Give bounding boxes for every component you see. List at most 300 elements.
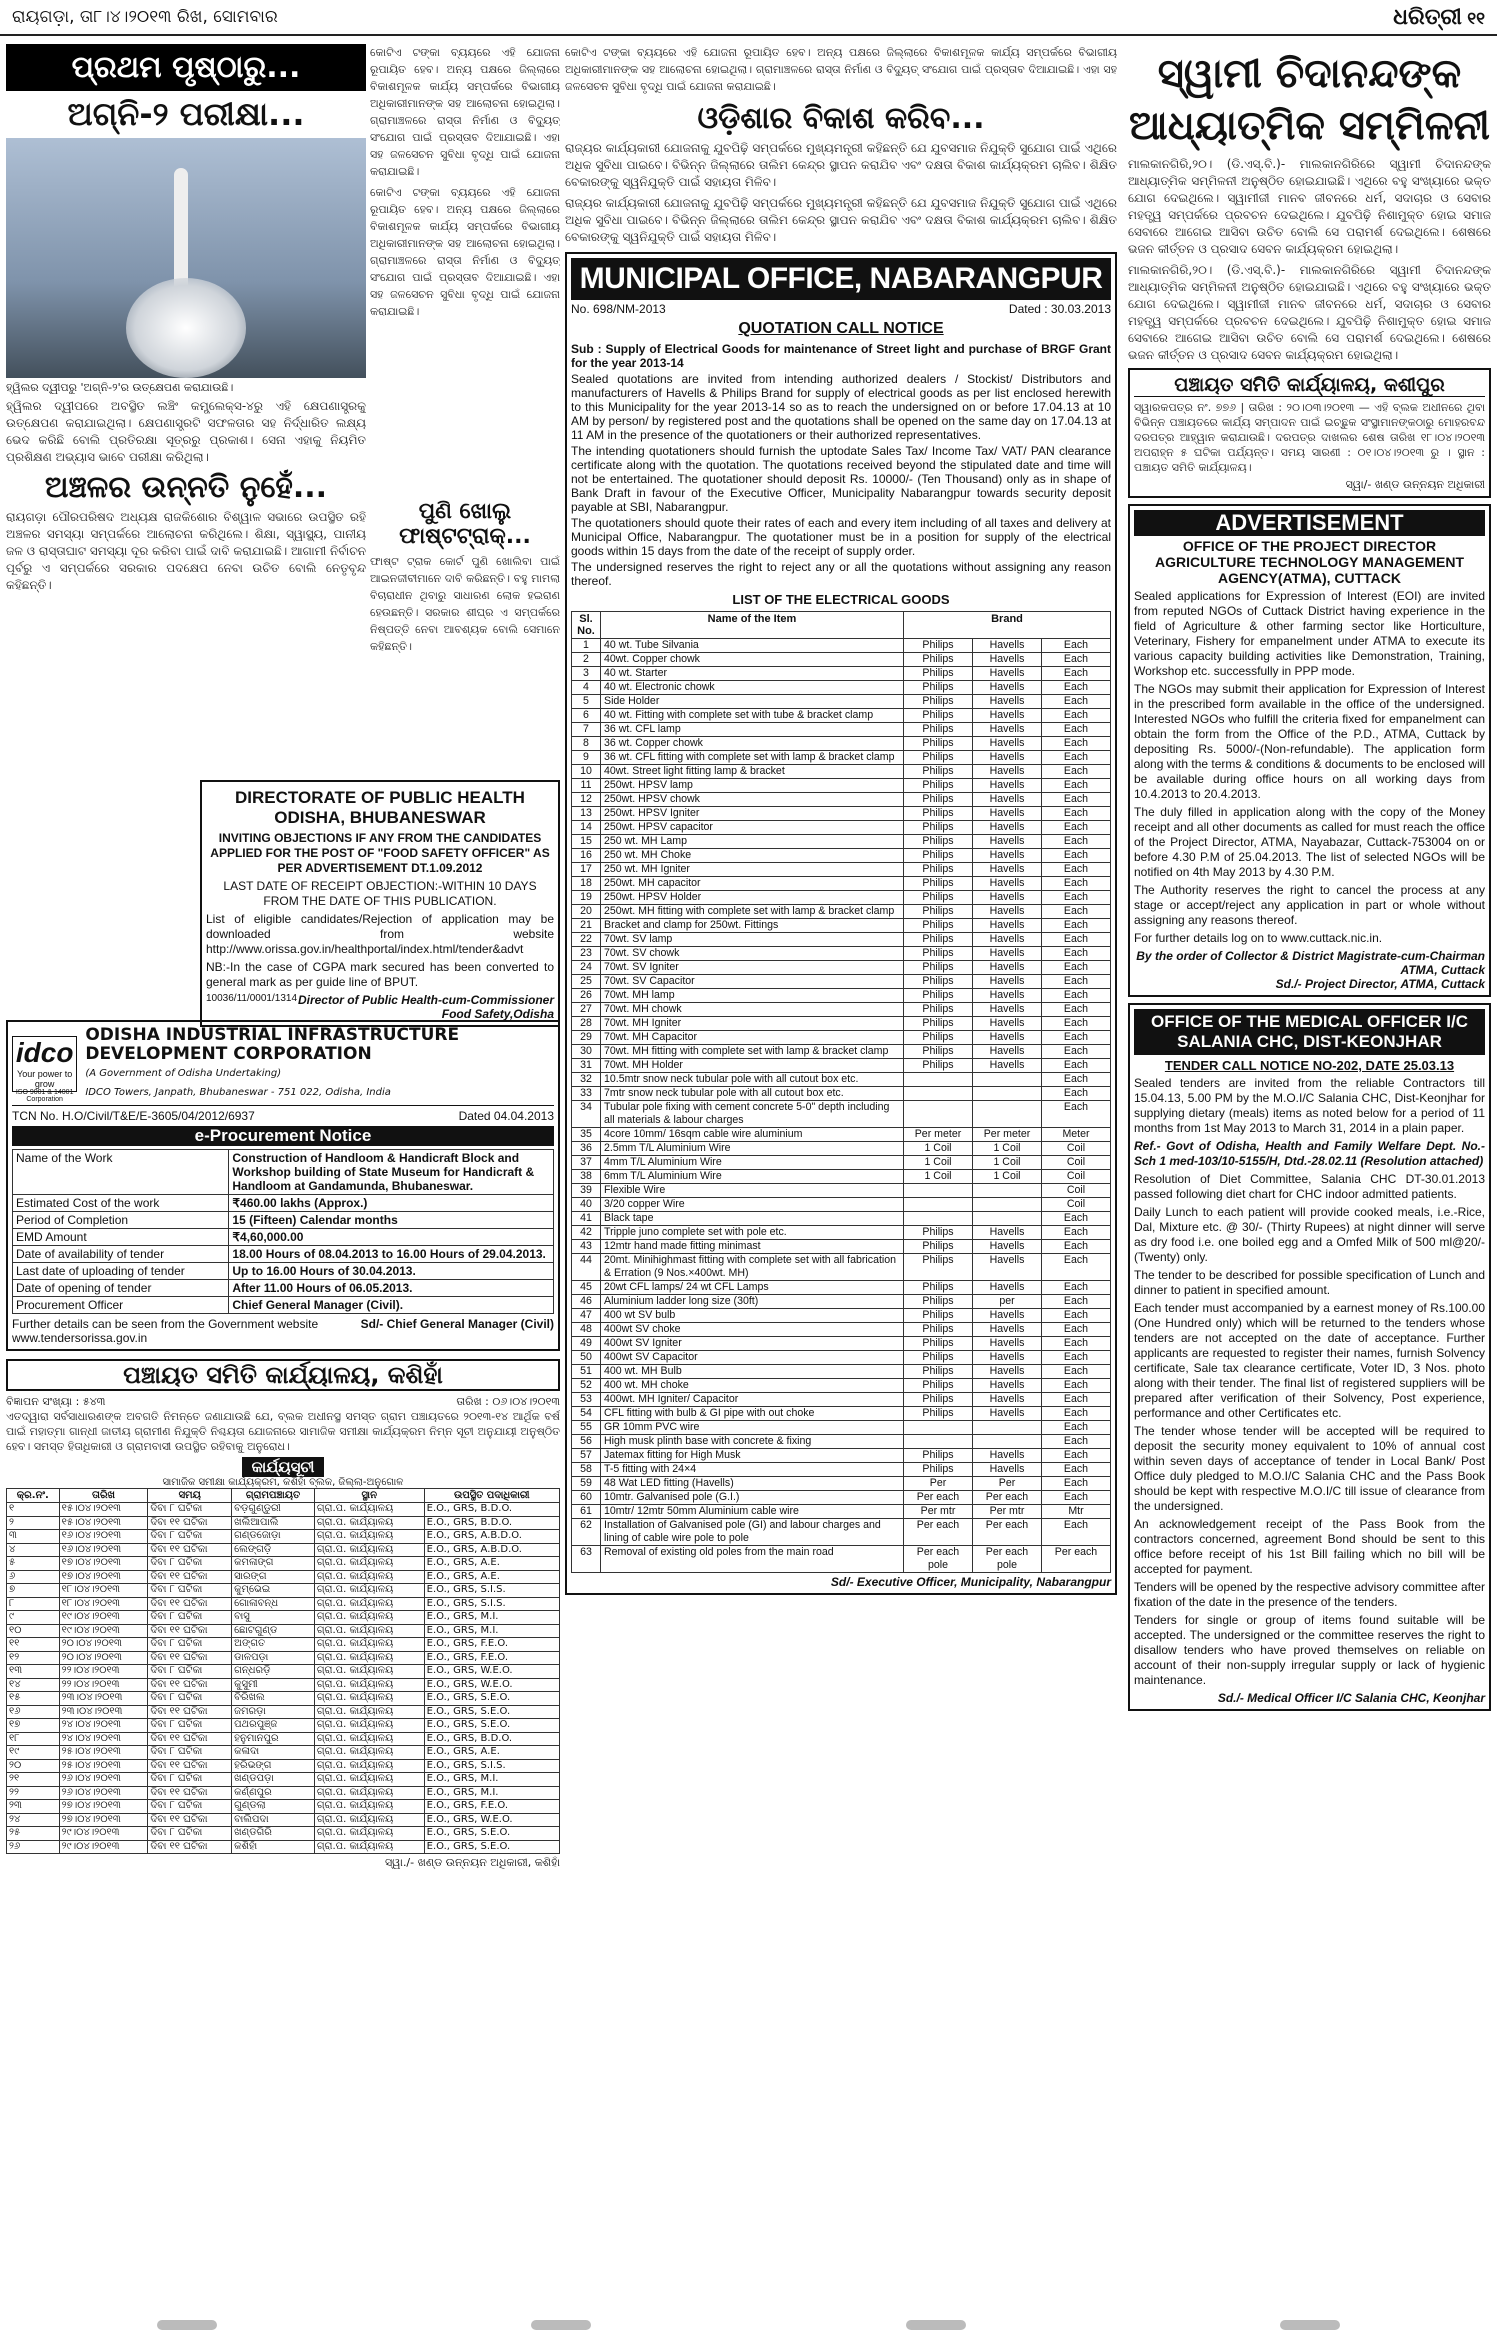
- item-sl: 52: [572, 1379, 601, 1393]
- table-row: [572, 695, 1111, 709]
- item-brand-2: per: [973, 1295, 1042, 1309]
- swami-headline: ସ୍ୱାମୀ ଚିଦାନନ୍ଦଙ୍କ ଆଧ୍ୟାତ୍ମିକ ସମ୍ମିଳନୀ: [1129, 51, 1490, 149]
- table-row: [572, 1546, 1111, 1573]
- item-sl: 57: [572, 1449, 601, 1463]
- dph-notice: [200, 780, 560, 1033]
- item-sl: 55: [572, 1421, 601, 1435]
- sched-cell: E.O., GRS, B.D.O.: [424, 1732, 559, 1746]
- item-brand-2: Per each: [973, 1491, 1042, 1505]
- sched-cell: ୧୨: [7, 1651, 60, 1665]
- table-row: [572, 1184, 1111, 1198]
- sched-cell: ଦିବା ୧୧ ଘଟିକା: [148, 1678, 232, 1692]
- idco-notice: [6, 1020, 560, 1357]
- sched-cell: ୬: [7, 1570, 60, 1584]
- mo-p8: Tenders will be opened by the respective advisory committee after fixation of the date in the presence of the tenders.: [1134, 1580, 1485, 1609]
- item-brand-2: Havells: [973, 933, 1042, 947]
- item-name: Side Holder: [601, 695, 904, 709]
- table-row: [13, 1263, 554, 1280]
- sched-cell: E.O., GRS, A.E.: [424, 1557, 559, 1571]
- col2-body-1-cont: କୋଟିଏ ଟଙ୍କା ବ୍ୟୟରେ ଏହି ଯୋଜନା ରୂପାୟିତ ହେବ। ଅନ୍ୟ ପକ୍ଷରେ ଜିଲ୍ଲାରେ ବିକାଶମୂଳକ କାର୍ଯ୍ୟ ସମ୍ପର୍କରେ ବିଭାଗୀୟ ଅଧିକାରୀମାନଙ୍କ ସହ ଆଲୋଚନା ହୋଇଥିଲା। ଗ୍ରାମାଞ୍ଚଳରେ ରାସ୍ତା ନିର୍ମାଣ ଓ ବିଦ୍ୟୁତ୍ ସଂଯୋଗ ପାଇଁ ପ୍ରସ୍ତାବ ଦିଆଯାଇଛି। ଏହା ସହ ଜଳସେଚନ ସୁବିଧା ବୃଦ୍ଧି ପାଇଁ ଯୋଜନା କରାଯାଇଛି।: [370, 186, 560, 318]
- item-name: 250 wt. MH Lamp: [601, 835, 904, 849]
- sched-cell: ଦିବା ୮ ଘଟିକା: [148, 1746, 232, 1760]
- dph-p4: NB:-In the case of CGPA mark secured has been converted to general mark as per guide line of BPUT.: [206, 960, 554, 989]
- municipal-notice: [565, 252, 1117, 1595]
- item-unit: Each: [1042, 863, 1111, 877]
- sched-cell: ଦିବା ୧୧ ଘଟିକା: [148, 1516, 232, 1530]
- item-brand-2: Havells: [973, 891, 1042, 905]
- table-row: [572, 1393, 1111, 1407]
- item-brand-1: Philips: [904, 1449, 973, 1463]
- item-unit: Each: [1042, 1407, 1111, 1421]
- sched-cell: ୨୧: [7, 1773, 60, 1787]
- agni-body: ହ୍ୱିଲର ଦ୍ୱୀପରେ ଅବସ୍ଥିତ ଲଞ୍ଚିଂ କମ୍ପ୍ଲେକ୍ସ-୪ରୁ ଏହି କ୍ଷେପଣାସ୍ତ୍ରକୁ ଉତ୍କ୍ଷେପଣ କରାଯାଇଥିଲା। କ୍ଷେପଣାସ୍ତ୍ରଟି ସଫଳତାର ସହ ନିର୍ଦ୍ଧାରିତ ଲକ୍ଷ୍ୟ ଭେଦ କରିଛି ବୋଲି ପ୍ରତିରକ୍ଷା ସୂତ୍ରରୁ ପ୍ରକାଶ। ସେନା ଏହାକୁ ନିୟମିତ ପ୍ରଶିକ୍ଷଣ ଅଭ୍ୟାସ ଭାବେ ପରୀକ୍ଷା କରିଥିଲା।: [6, 399, 366, 464]
- item-brand-1: [904, 1073, 973, 1087]
- item-brand-1: [904, 1212, 973, 1226]
- item-sl: 48: [572, 1323, 601, 1337]
- table-row: [7, 1611, 560, 1625]
- item-brand-1: 1 Coil: [904, 1170, 973, 1184]
- table-row: [572, 1003, 1111, 1017]
- item-brand-2: [973, 1101, 1042, 1128]
- item-name: 400wt SV choke: [601, 1323, 904, 1337]
- table-row: [7, 1516, 560, 1530]
- sched-cell: ଗ୍ରା.ପ. କାର୍ଯ୍ୟାଳୟ: [314, 1665, 424, 1679]
- item-brand-1: Philips: [904, 989, 973, 1003]
- sched-cell: ୧୪: [7, 1678, 60, 1692]
- table-row: [7, 1570, 560, 1584]
- sched-cell: ୨୦: [7, 1759, 60, 1773]
- sched-cell: କଶିହାଁ: [232, 1840, 315, 1854]
- item-name: 250wt. HPSV lamp: [601, 779, 904, 793]
- idco-label: Procurement Officer: [13, 1297, 229, 1314]
- item-brand-1: Per: [904, 1477, 973, 1491]
- table-row: [7, 1759, 560, 1773]
- item-name: 250 wt. MH Igniter: [601, 863, 904, 877]
- dph-sig2: Food Safety,Odisha: [441, 1007, 554, 1021]
- table-row: [7, 1786, 560, 1800]
- mo-p4: The tender to be described for possible specification of Lunch and dinner to patient in specified amount.: [1134, 1268, 1485, 1297]
- table-row: [572, 709, 1111, 723]
- item-sl: 11: [572, 779, 601, 793]
- item-sl: 18: [572, 877, 601, 891]
- sched-cell: ଦିବା ୧୧ ଘଟିକା: [148, 1651, 232, 1665]
- item-sl: 63: [572, 1546, 601, 1573]
- dph-sig1: Director of Public Health-cum-Commissioner: [297, 993, 554, 1007]
- item-name: 250wt. HPSV Igniter: [601, 807, 904, 821]
- item-brand-1: 1 Coil: [904, 1142, 973, 1156]
- page-header: [0, 0, 1497, 36]
- idco-value: Chief General Manager (Civil).: [229, 1297, 554, 1314]
- item-sl: 27: [572, 1003, 601, 1017]
- item-brand-2: Havells: [973, 947, 1042, 961]
- item-brand-1: Philips: [904, 877, 973, 891]
- table-row: [572, 891, 1111, 905]
- sched-cell: କର୍ଣ୍ଣପୁର: [232, 1786, 315, 1800]
- item-name: 70wt. MH lamp: [601, 989, 904, 1003]
- footer-mark: [531, 2320, 591, 2330]
- item-name: 2.5mm T/L Aluminium Wire: [601, 1142, 904, 1156]
- sched-cell: ଗୋଳାବନ୍ଧ: [232, 1597, 315, 1611]
- table-row: [7, 1557, 560, 1571]
- item-brand-1: Philips: [904, 793, 973, 807]
- item-brand-2: Havells: [973, 1463, 1042, 1477]
- table-row: [13, 1195, 554, 1212]
- muni-p4: The undersigned reserves the right to reject any or all the quotations without assigning any reason thereof.: [571, 560, 1111, 588]
- item-name: Tubular pole fixing with cement concrete 5-0" depth including all materials & labour charges: [601, 1101, 904, 1128]
- idco-label: Last date of uploading of tender: [13, 1263, 229, 1280]
- muni-p2: The intending quotationers should furnish the uptodate Sales Tax/ Income Tax/ VAT/ PAN clearance certificate along with the quotation. The quotations received beyond the stipulated date and time will not be entertained. The quotationer should deposit Rs. 10000/- (Ten Thousand) only as in shape of Bank Draft in favour of the Executive Officer, Municipality Nabarangpur towards security deposit payable at SBI, Nabarangpur.: [571, 444, 1111, 514]
- item-sl: 44: [572, 1254, 601, 1281]
- table-row: [572, 793, 1111, 807]
- item-brand-1: [904, 1421, 973, 1435]
- item-unit: Each: [1042, 1281, 1111, 1295]
- sched-cell: E.O., GRS, S.E.O.: [424, 1705, 559, 1719]
- item-brand-1: Philips: [904, 1003, 973, 1017]
- item-brand-2: [973, 1212, 1042, 1226]
- item-brand-1: Philips: [904, 1379, 973, 1393]
- sched-cell: E.O., GRS, S.E.O.: [424, 1692, 559, 1706]
- item-brand-2: Havells: [973, 779, 1042, 793]
- item-brand-1: Philips: [904, 695, 973, 709]
- item-brand-1: Per each: [904, 1491, 973, 1505]
- item-sl: 6: [572, 709, 601, 723]
- item-sl: 16: [572, 849, 601, 863]
- table-row: [572, 639, 1111, 653]
- kashi-ref-date: ତାରିଖ : ୦୬।୦୪।୨୦୧୩: [456, 1395, 560, 1408]
- sched-cell: E.O., GRS, F.E.O.: [424, 1800, 559, 1814]
- sched-cell: E.O., GRS, M.I.: [424, 1624, 559, 1638]
- sched-cell: ଗ୍ରା.ପ. କାର୍ଯ୍ୟାଳୟ: [314, 1516, 424, 1530]
- item-brand-1: Philips: [904, 1240, 973, 1254]
- item-brand-2: 1 Coil: [973, 1156, 1042, 1170]
- mo-p3: Daily Lunch to each patient will provide cooked meals, i.e.-Rice, Dal, Mixture etc. @ 30/- (Thirty Rupees) at night dinner will serve as dry food i.e. one boiled egg and a Omfed Milk of 500 ml@20/- (Twenty) only.: [1134, 1205, 1485, 1264]
- sched-cell: ବଡ଼ଗୁଣ୍ଡୁରୀ: [232, 1503, 315, 1517]
- kashi-sched-title: କାର୍ଯ୍ୟସୂଚୀ: [242, 1457, 325, 1477]
- item-name: 36 wt. CFL fitting with complete set with lamp & bracket clamp: [601, 751, 904, 765]
- item-sl: 39: [572, 1184, 601, 1198]
- table-row: [572, 1254, 1111, 1281]
- item-name: Bracket and clamp for 250wt. Fittings: [601, 919, 904, 933]
- sched-cell: ୧୩: [7, 1665, 60, 1679]
- sched-cell: ଗ୍ରା.ପ. କାର୍ଯ୍ୟାଳୟ: [314, 1570, 424, 1584]
- item-unit: Each: [1042, 709, 1111, 723]
- punikhol-body: ଫାଷ୍ଟ ଟ୍ରାକ କୋର୍ଟ ପୁଣି ଖୋଲିବା ପାଇଁ ଆଇନଜୀବୀମାନେ ଦାବି କରିଛନ୍ତି। ବହୁ ମାମଲା ବିଚାରାଧୀନ ଥିବାରୁ ସାଧାରଣ ଲୋକ ହଇରାଣ ହେଉଛନ୍ତି। ସରକାର ଶୀଘ୍ର ଏ ସମ୍ପର୍କରେ ନିଷ୍ପତ୍ତି ନେବା ଆବଶ୍ୟକ ବୋଲି ସେମାନେ କହିଛନ୍ତି।: [370, 555, 560, 653]
- sched-cell: ୧୮।୦୪।୨୦୧୩: [59, 1597, 148, 1611]
- odisha-body: ରାଜ୍ୟର କାର୍ଯ୍ୟକାରୀ ଯୋଜନାକୁ ଯୁବପିଢ଼ି ସମ୍ପର୍କରେ ମୁଖ୍ୟମନ୍ତ୍ରୀ କହିଛନ୍ତି ଯେ ଯୁବସମାଜ ନିଯୁକ୍ତି ସୁଯୋଗ ପାଇଁ ଏଥିରେ ଅଧିକ ସୁବିଧା ପାଇବେ। ବିଭିନ୍ନ ଜିଲ୍ଲାରେ ତାଲିମ କେନ୍ଦ୍ର ସ୍ଥାପନ କରାଯିବ ଏବଂ ଦକ୍ଷତା ବିକାଶ କାର୍ଯ୍ୟକ୍ରମ ଚାଲିବ। ଶିକ୍ଷିତ ବେକାରଙ୍କୁ ସ୍ୱନିଯୁକ୍ତି ପାଇଁ ସହାୟତା ମିଳିବ।: [565, 141, 1117, 189]
- item-name: 400 wt. MH Bulb: [601, 1365, 904, 1379]
- item-brand-2: Havells: [973, 1226, 1042, 1240]
- sched-cell: ୧୧: [7, 1638, 60, 1652]
- item-sl: 59: [572, 1477, 601, 1491]
- sched-cell: ୨୯।୦୪।୨୦୧୩: [59, 1840, 148, 1854]
- sched-col-header: ତାରିଖ: [59, 1489, 148, 1503]
- ps-head: ପଞ୍ଚାୟତ ସମିତି କାର୍ଯ୍ୟାଳୟ, କଶୀପୁର: [1134, 374, 1485, 397]
- sched-cell: ଗ୍ରା.ପ. କାର୍ଯ୍ୟାଳୟ: [314, 1584, 424, 1598]
- item-brand-1: Philips: [904, 947, 973, 961]
- punikhol-headline: ପୁଣି ଖୋଲୁ ଫାଷ୍ଟଟ୍ରାକ୍...: [399, 499, 531, 549]
- item-name: 400wt SV Capacitor: [601, 1351, 904, 1365]
- item-brand-1: Philips: [904, 975, 973, 989]
- table-row: [7, 1597, 560, 1611]
- item-name: 20mt. Minihighmast fitting with complete set with all fabrication & Erration (9 Nos.×400wt. MH): [601, 1254, 904, 1281]
- table-row: [572, 1491, 1111, 1505]
- table-row: [572, 1212, 1111, 1226]
- item-brand-2: Per each: [973, 1519, 1042, 1546]
- ps-body: ସ୍ୱାରକପତ୍ର ନଂ. ୭୭୬ | ତାରିଖ : ୨୦।୦୩।୨୦୧୩ — ଏହି ବ୍ଲକ ଅଧୀନରେ ଥିବା ବିଭିନ୍ନ ପଞ୍ଚାୟତରେ କାର୍ଯ୍ୟ ସମ୍ପାଦନ ପାଇଁ ଇଚ୍ଛୁକ ସଂସ୍ଥାମାନଙ୍କଠାରୁ ମୋହରବନ୍ଦ ଦରପତ୍ର ଆହ୍ୱାନ କରାଯାଉଛି। ଦରପତ୍ର ଦାଖଲର ଶେଷ ତାରିଖ ୧୮।୦୪।୨୦୧୩ ଅପରାହ୍ନ ୫ ଘଟିକା ପର୍ଯ୍ୟନ୍ତ। ସମୟ ସାରଣୀ : ୦୧।୦୪।୨୦୧୩ ରୁ । ସ୍ଥାନ : ପଞ୍ଚାୟତ ସମିତି କାର୍ଯ୍ୟାଳୟ।: [1134, 401, 1485, 474]
- item-sl: 53: [572, 1393, 601, 1407]
- dph-org: DIRECTORATE OF PUBLIC HEALTH ODISHA, BHUBANESWAR: [235, 788, 525, 827]
- idco-value: Up to 16.00 Hours of 30.04.2013.: [229, 1263, 554, 1280]
- item-sl: 20: [572, 905, 601, 919]
- item-brand-2: Havells: [973, 1281, 1042, 1295]
- item-unit: Each: [1042, 933, 1111, 947]
- table-row: [572, 1379, 1111, 1393]
- item-sl: 49: [572, 1337, 601, 1351]
- item-brand-2: Havells: [973, 709, 1042, 723]
- sched-cell: ଗ୍ରା.ପ. କାର୍ଯ୍ୟାଳୟ: [314, 1651, 424, 1665]
- sched-cell: ଗ୍ରା.ପ. କାର୍ଯ୍ୟାଳୟ: [314, 1759, 424, 1773]
- item-brand-1: Philips: [904, 891, 973, 905]
- item-sl: 15: [572, 835, 601, 849]
- item-unit: Each: [1042, 779, 1111, 793]
- item-brand-2: Havells: [973, 653, 1042, 667]
- item-sl: 43: [572, 1240, 601, 1254]
- item-brand-2: Havells: [973, 1309, 1042, 1323]
- table-row: [572, 1101, 1111, 1128]
- sched-cell: ଖଣ୍ଡପଡ଼ା: [232, 1773, 315, 1787]
- item-brand-2: Havells: [973, 793, 1042, 807]
- item-brand-2: [973, 1198, 1042, 1212]
- table-row: [572, 737, 1111, 751]
- sched-cell: E.O., GRS, M.I.: [424, 1611, 559, 1625]
- item-name: 250 wt. MH Choke: [601, 849, 904, 863]
- item-sl: 38: [572, 1170, 601, 1184]
- sched-cell: ୧୭।୦୪।୨୦୧୩: [59, 1570, 148, 1584]
- table-row: [572, 667, 1111, 681]
- table-row: [7, 1827, 560, 1841]
- item-unit: Meter: [1042, 1128, 1111, 1142]
- sched-cell: ଦିବା ୧୧ ଘଟିକା: [148, 1543, 232, 1557]
- sched-cell: ଦିବା ୮ ଘଟିକା: [148, 1773, 232, 1787]
- item-brand-2: Havells: [973, 681, 1042, 695]
- table-row: [7, 1638, 560, 1652]
- item-unit: Each: [1042, 835, 1111, 849]
- table-row: [572, 653, 1111, 667]
- mo-p9: Tenders for single or group of items found suitable will be accepted. The undersigned or the committee reserves the right to disallow tenders who have proved themselves on reliable on account of their non-supply irregular supply or lack of hygienic maintenance.: [1134, 1613, 1485, 1687]
- sched-cell: ୧୮: [7, 1732, 60, 1746]
- item-sl: 3: [572, 667, 601, 681]
- item-name: Black tape: [601, 1212, 904, 1226]
- sched-cell: ଲେଙ୍ଗଡ଼ି: [232, 1543, 315, 1557]
- item-brand-1: Philips: [904, 1337, 973, 1351]
- item-brand-1: Philips: [904, 1463, 973, 1477]
- dph-ref: 10036/11/0001/1314: [206, 993, 298, 1004]
- sched-cell: ୨୨: [7, 1786, 60, 1800]
- item-name: 4mm T/L Aluminium Wire: [601, 1156, 904, 1170]
- item-brand-2: 1 Coil: [973, 1142, 1042, 1156]
- item-brand-1: Philips: [904, 821, 973, 835]
- item-brand-2: Havells: [973, 1379, 1042, 1393]
- item-sl: 1: [572, 639, 601, 653]
- table-row: [7, 1840, 560, 1854]
- item-name: 40 wt. Tube Silvania: [601, 639, 904, 653]
- item-unit: Each: [1042, 1449, 1111, 1463]
- sched-cell: E.O., GRS, A.E.: [424, 1746, 559, 1760]
- item-unit: Each: [1042, 821, 1111, 835]
- sched-cell: ୨୨।୦୪।୨୦୧୩: [59, 1678, 148, 1692]
- item-unit: Each: [1042, 1295, 1111, 1309]
- idco-value: 15 (Fifteen) Calendar months: [229, 1212, 554, 1229]
- sched-cell: ୧୭।୦୪।୨୦୧୩: [59, 1557, 148, 1571]
- item-brand-1: Philips: [904, 1323, 973, 1337]
- dph-p2: LAST DATE OF RECEIPT OBJECTION:-WITHIN 10 DAYS FROM THE DATE OF THIS PUBLICATION.: [223, 879, 537, 908]
- table-row: [572, 989, 1111, 1003]
- sched-cell: ୨୩।୦୪।୨୦୧୩: [59, 1705, 148, 1719]
- sched-cell: ଦିବା ୧୧ ଘଟିକା: [148, 1624, 232, 1638]
- item-brand-1: [904, 1101, 973, 1128]
- adv-p4: The Authority reserves the right to cancel the process at any stage or accept/reject any application in part or whole without assigning any reasons thereof.: [1134, 883, 1485, 927]
- sched-cell: କୁସୁମୀ: [232, 1678, 315, 1692]
- item-brand-1: Philips: [904, 667, 973, 681]
- item-brand-1: Philips: [904, 1017, 973, 1031]
- item-brand-2: [973, 1435, 1042, 1449]
- column-4: [1128, 44, 1491, 2324]
- sched-cell: ୧୭: [7, 1719, 60, 1733]
- item-brand-1: [904, 1435, 973, 1449]
- item-brand-1: Philips: [904, 765, 973, 779]
- item-name: CFL fitting with bulb & GI pipe with out choke: [601, 1407, 904, 1421]
- item-name: GR 10mm PVC wire: [601, 1421, 904, 1435]
- sched-cell: ଗ୍ରା.ପ. କାର୍ଯ୍ୟାଳୟ: [314, 1786, 424, 1800]
- idco-logo: [12, 1036, 77, 1103]
- item-brand-2: Havells: [973, 1240, 1042, 1254]
- table-row: [7, 1503, 560, 1517]
- table-row: [572, 1337, 1111, 1351]
- item-brand-2: Havells: [973, 905, 1042, 919]
- sched-cell: ୯: [7, 1611, 60, 1625]
- sched-cell: କଳାଦା: [232, 1746, 315, 1760]
- sched-cell: ଦିବା ୧୧ ଘଟିକା: [148, 1570, 232, 1584]
- item-unit: Each: [1042, 919, 1111, 933]
- item-unit: Each: [1042, 1101, 1111, 1128]
- item-brand-2: Havells: [973, 1449, 1042, 1463]
- item-sl: 30: [572, 1045, 601, 1059]
- table-row: [572, 1226, 1111, 1240]
- item-brand-1: Philips: [904, 709, 973, 723]
- item-sl: 12: [572, 793, 601, 807]
- table-row: [7, 1624, 560, 1638]
- idco-label: Name of the Work: [13, 1150, 229, 1195]
- item-sl: 28: [572, 1017, 601, 1031]
- mo-p1: Sealed tenders are invited from the reliable Contractors till 15.04.13, 5.00 PM by the M.O.I/C Salania CHC, Dist-Keonjhar for supplying dietary (meals) items as noted below for a period of 11 months from 1st May 2013 to March 31, 2014 in a plain paper.: [1134, 1076, 1485, 1135]
- mo-title: TENDER CALL NOTICE NO-202, DATE 25.03.13: [1164, 1058, 1455, 1073]
- table-row: [572, 961, 1111, 975]
- table-row: [7, 1665, 560, 1679]
- table-row: [572, 933, 1111, 947]
- sched-cell: ୨୭।୦୪।୨୦୧୩: [59, 1813, 148, 1827]
- table-row: [572, 947, 1111, 961]
- sched-cell: ୧୮।୦୪।୨୦୧୩: [59, 1584, 148, 1598]
- item-brand-2: [973, 1073, 1042, 1087]
- item-brand-2: Havells: [973, 1254, 1042, 1281]
- item-sl: 10: [572, 765, 601, 779]
- item-name: 36 wt. CFL lamp: [601, 723, 904, 737]
- sched-cell: E.O., GRS, W.E.O.: [424, 1665, 559, 1679]
- muni-sub: Sub : Supply of Electrical Goods for maintenance of Street light and purchase of BRGF Grant for the year 2013-14: [571, 342, 1111, 370]
- atma-advertisement: [1128, 504, 1491, 997]
- sched-cell: ୧୯: [7, 1746, 60, 1760]
- sched-cell: E.O., GRS, A.E.: [424, 1570, 559, 1584]
- item-brand-2: Per: [973, 1477, 1042, 1491]
- sched-cell: ଗ୍ରା.ପ. କାର୍ଯ୍ୟାଳୟ: [314, 1557, 424, 1571]
- item-name: Removal of existing old poles from the main road: [601, 1546, 904, 1573]
- item-sl: 25: [572, 975, 601, 989]
- adv-p3: The duly filled in application along with the copy of the Money receipt and all other documents as called for must reach the office of the Project Director, ATMA, Nayabazar, Cuttack-753004 on or before 4.30 P.M of 25.04.2013. The list of selected NGOs will be notified on 4th May 2013 by 4.30 P.M.: [1134, 805, 1485, 879]
- sched-cell: ଜମରଡ଼ା: [232, 1705, 315, 1719]
- item-unit: Each: [1042, 1031, 1111, 1045]
- item-unit: Per each: [1042, 1546, 1111, 1573]
- photo-caption: ହ୍ୱିଲର ଦ୍ୱୀପରୁ 'ଅଗ୍ନି-୨'ର ଉତ୍କ୍ଷେପଣ କରାଯାଉଛି।: [6, 381, 234, 394]
- electrical-goods-table: [571, 611, 1111, 1573]
- footer-mark: [906, 2320, 966, 2330]
- item-sl: 54: [572, 1407, 601, 1421]
- idco-logo-tag: Your power to grow: [17, 1069, 73, 1089]
- sched-cell: E.O., GRS, B.D.O.: [424, 1503, 559, 1517]
- item-brand-1: Per each pole: [904, 1546, 973, 1573]
- item-brand-1: Per mtr: [904, 1505, 973, 1519]
- table-row: [572, 1281, 1111, 1295]
- sched-cell: ଗ୍ରା.ପ. କାର୍ଯ୍ୟାଳୟ: [314, 1543, 424, 1557]
- sched-cell: ଦିବା ୮ ଘଟିକା: [148, 1638, 232, 1652]
- adv-p5: For further details log on to www.cuttack.nic.in.: [1134, 931, 1383, 945]
- item-name: 70wt. SV Igniter: [601, 961, 904, 975]
- item-sl: 40: [572, 1198, 601, 1212]
- table-row: [572, 1031, 1111, 1045]
- table-row: [7, 1746, 560, 1760]
- item-sl: 50: [572, 1351, 601, 1365]
- idco-label: Date of availability of tender: [13, 1246, 229, 1263]
- item-unit: Each: [1042, 1240, 1111, 1254]
- item-unit: Each: [1042, 1477, 1111, 1491]
- item-name: 20wt CFL lamps/ 24 wt CFL Lamps: [601, 1281, 904, 1295]
- item-brand-1: [904, 1184, 973, 1198]
- item-sl: 36: [572, 1142, 601, 1156]
- item-brand-1: Philips: [904, 849, 973, 863]
- item-name: 10.5mtr snow neck tubular pole with all cutout box etc.: [601, 1073, 904, 1087]
- item-unit: Each: [1042, 905, 1111, 919]
- sched-cell: ୨୬: [7, 1840, 60, 1854]
- dph-p3: List of eligible candidates/Rejection of application may be downloaded from website http://www.orissa.gov.in/healthportal/index.html/tender&advt: [206, 912, 554, 956]
- item-brand-1: Philips: [904, 1351, 973, 1365]
- table-row: [572, 1198, 1111, 1212]
- item-name: 250wt. HPSV capacitor: [601, 821, 904, 835]
- sched-cell: ଦିବା ୧୧ ଘଟିକା: [148, 1813, 232, 1827]
- item-unit: Each: [1042, 681, 1111, 695]
- sched-cell: ଦିବା ୮ ଘଟିକା: [148, 1719, 232, 1733]
- sched-cell: ଦିବା ୮ ଘଟିକା: [148, 1557, 232, 1571]
- sched-cell: ଗ୍ରା.ପ. କାର୍ଯ୍ୟାଳୟ: [314, 1746, 424, 1760]
- sched-cell: ୨୫: [7, 1827, 60, 1841]
- item-unit: Each: [1042, 1073, 1111, 1087]
- item-sl: 61: [572, 1505, 601, 1519]
- item-brand-2: Havells: [973, 919, 1042, 933]
- item-sl: 2: [572, 653, 601, 667]
- item-name: 250wt. MH capacitor: [601, 877, 904, 891]
- table-row: [7, 1773, 560, 1787]
- item-unit: Mtr: [1042, 1505, 1111, 1519]
- item-brand-1: Philips: [904, 1031, 973, 1045]
- table-row: [7, 1678, 560, 1692]
